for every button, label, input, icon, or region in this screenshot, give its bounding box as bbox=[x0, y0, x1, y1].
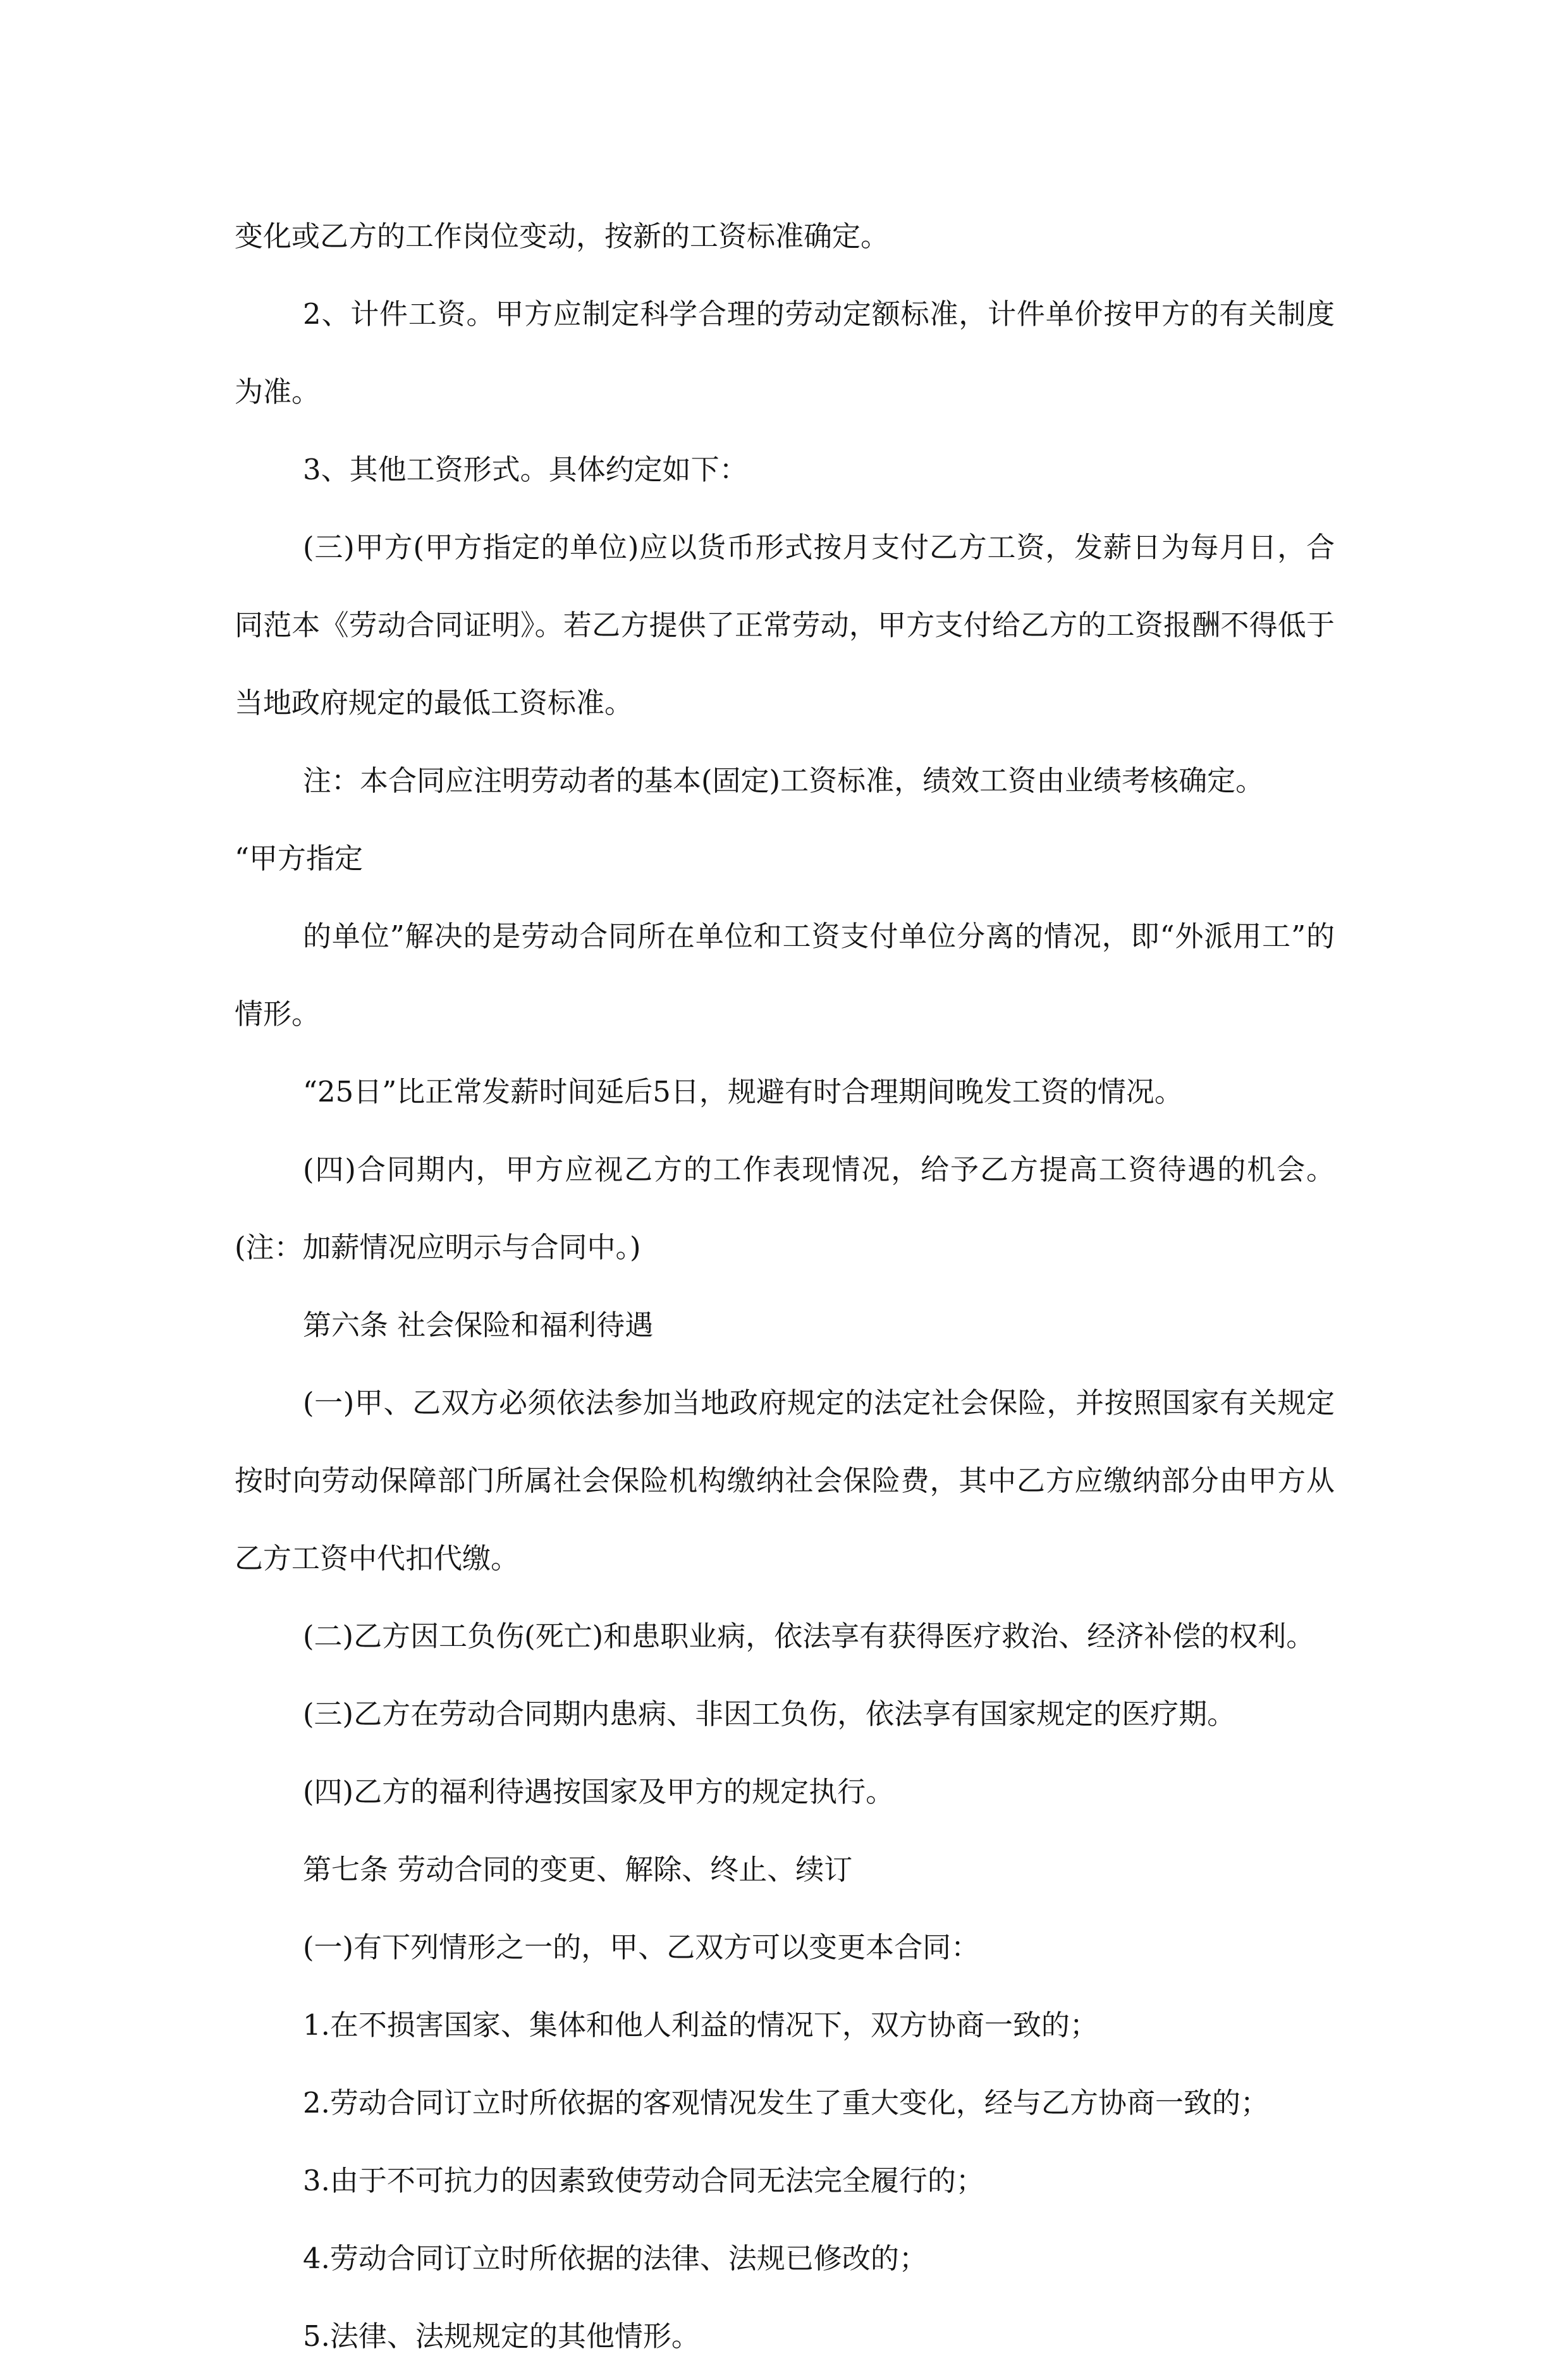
section-heading-article-7: 第七条 劳动合同的变更、解除、终止、续订 bbox=[303, 1853, 853, 1886]
document-body bbox=[235, 197, 1335, 2375]
list-item-1: 1.在不损害国家、集体和他人利益的情况下，双方协商一致的； bbox=[303, 2008, 1098, 2042]
paragraph-6: “甲方指定 bbox=[235, 842, 364, 875]
list-item-4: 4.劳动合同订立时所依据的法律、法规已修改的； bbox=[303, 2242, 928, 2275]
list-item-5: 5.法律、法规规定的其他情形。 bbox=[303, 2319, 700, 2353]
paragraph-4: (三)甲方(甲方指定的单位)应以货币形式按月支付乙方工资，发薪日为每月日，合同范本《劳动合同证明》。若乙方提供了正常劳动，甲方支付给乙方的工资报酬不得低于当地政府规定的最低工资标准。 bbox=[235, 531, 1335, 720]
paragraph-1: 变化或乙方的工作岗位变动，按新的工资标准确定。 bbox=[235, 219, 890, 253]
paragraph-11: (一)甲、乙双方必须依法参加当地政府规定的法定社会保险，并按照国家有关规定按时向劳动保障部门所属社会保险机构缴纳社会保险费，其中乙方应缴纳部分由甲方从乙方工资中代扣代缴。 bbox=[235, 1386, 1335, 1575]
paragraph-12: (二)乙方因工负伤(死亡)和患职业病，依法享有获得医疗救治、经济补偿的权利。 bbox=[303, 1619, 1315, 1653]
paragraph-16: (一)有下列情形之一的，甲、乙双方可以变更本合同： bbox=[303, 1930, 980, 1964]
paragraph-13: (三)乙方在劳动合同期内患病、非因工负伤，依法享有国家规定的医疗期。 bbox=[303, 1697, 1236, 1731]
paragraph-14: (四)乙方的福利待遇按国家及甲方的规定执行。 bbox=[303, 1775, 895, 1808]
list-item-3: 3.由于不可抗力的因素致使劳动合同无法完全履行的； bbox=[303, 2164, 984, 2197]
section-heading-article-6: 第六条 社会保险和福利待遇 bbox=[303, 1308, 654, 1342]
paragraph-2: 2、计件工资。甲方应制定科学合理的劳动定额标准，计件单价按甲方的有关制度为准。 bbox=[235, 297, 1335, 408]
paragraph-5: 注：本合同应注明劳动者的基本(固定)工资标准，绩效工资由业绩考核确定。 bbox=[303, 764, 1265, 797]
paragraph-9: (四)合同期内，甲方应视乙方的工作表现情况，给予乙方提高工资待遇的机会。(注：加薪情况应明示与合同中。) bbox=[235, 1153, 1335, 1264]
paragraph-7: 的单位”解决的是劳动合同所在单位和工资支付单位分离的情况，即“外派用工”的情形。 bbox=[235, 919, 1335, 1031]
paragraph-3: 3、其他工资形式。具体约定如下： bbox=[303, 453, 748, 486]
list-item-2: 2.劳动合同订立时所依据的客观情况发生了重大变化，经与乙方协商一致的； bbox=[303, 2086, 1269, 2120]
paragraph-8: “25日”比正常发薪时间延后5日，规避有时合理期间晚发工资的情况。 bbox=[303, 1075, 1183, 1108]
